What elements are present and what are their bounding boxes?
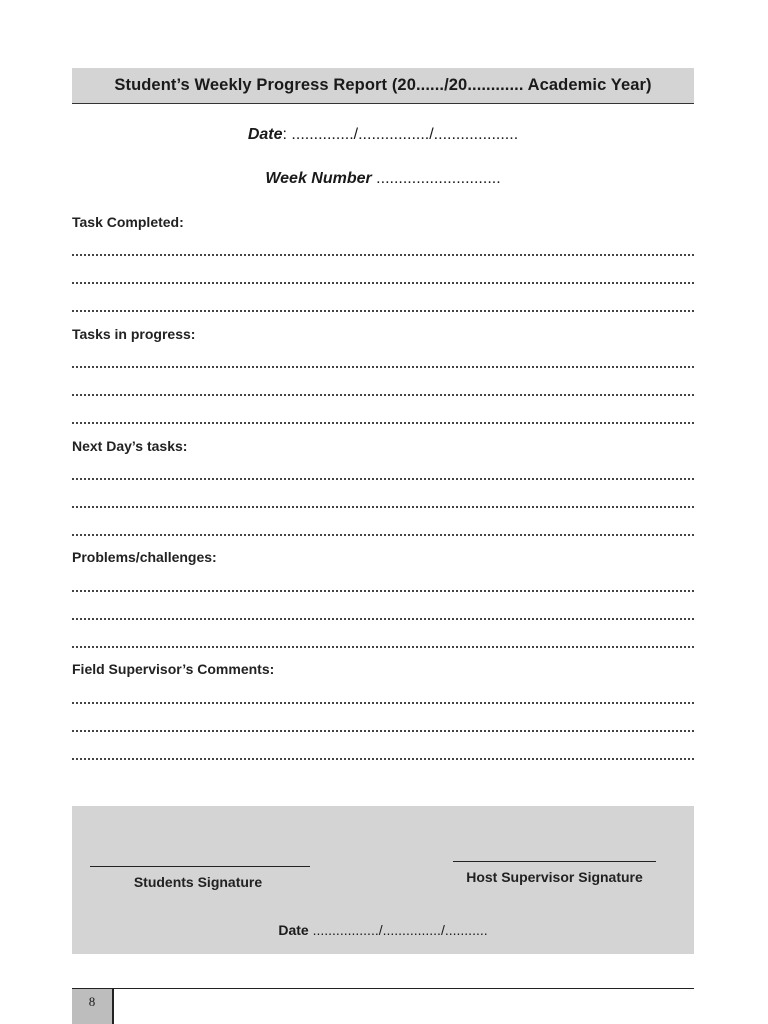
section-label-field-supervisor-comments: Field Supervisor’s Comments:	[72, 661, 275, 677]
answer-line[interactable]	[72, 282, 694, 284]
signature-date-label: Date	[278, 922, 309, 938]
week-number-field[interactable]: ............................	[371, 170, 501, 187]
section-label-problems-challenges: Problems/challenges:	[72, 549, 217, 565]
answer-line[interactable]	[72, 730, 694, 732]
date-field[interactable]: : ............../................/...................	[282, 126, 519, 143]
signature-box	[72, 806, 694, 954]
student-signature-label: Students Signature	[133, 874, 263, 890]
answer-line[interactable]	[72, 506, 694, 508]
answer-line[interactable]	[72, 590, 694, 592]
answer-line[interactable]	[72, 534, 694, 536]
date-label: Date	[247, 126, 283, 143]
date-line	[72, 126, 694, 144]
answer-line[interactable]	[72, 366, 694, 368]
section-label-tasks-in-progress: Tasks in progress:	[72, 326, 196, 342]
answer-line[interactable]	[72, 758, 694, 760]
signature-date-line	[72, 922, 694, 938]
answer-line[interactable]	[72, 478, 694, 480]
host-supervisor-signature-label: Host Supervisor Signature	[466, 869, 643, 885]
section-label-next-days-tasks: Next Day’s tasks:	[72, 438, 188, 454]
answer-line[interactable]	[72, 646, 694, 648]
answer-line[interactable]	[72, 254, 694, 256]
answer-line[interactable]	[72, 310, 694, 312]
host-supervisor-signature-line[interactable]	[453, 861, 656, 862]
week-number-line	[72, 170, 694, 188]
week-number-label: Week Number	[265, 170, 372, 187]
report-title: Student’s Weekly Progress Report (20....../20............ Academic Year)	[72, 68, 694, 104]
student-signature-line[interactable]	[90, 866, 310, 867]
answer-line[interactable]	[72, 422, 694, 424]
answer-line[interactable]	[72, 394, 694, 396]
answer-line[interactable]	[72, 702, 694, 704]
page-number: 8	[72, 989, 114, 1024]
footer-rule	[72, 988, 694, 989]
section-label-task-completed: Task Completed:	[72, 214, 184, 230]
answer-line[interactable]	[72, 618, 694, 620]
signature-date-field[interactable]: ................./.............../...........	[308, 922, 488, 938]
